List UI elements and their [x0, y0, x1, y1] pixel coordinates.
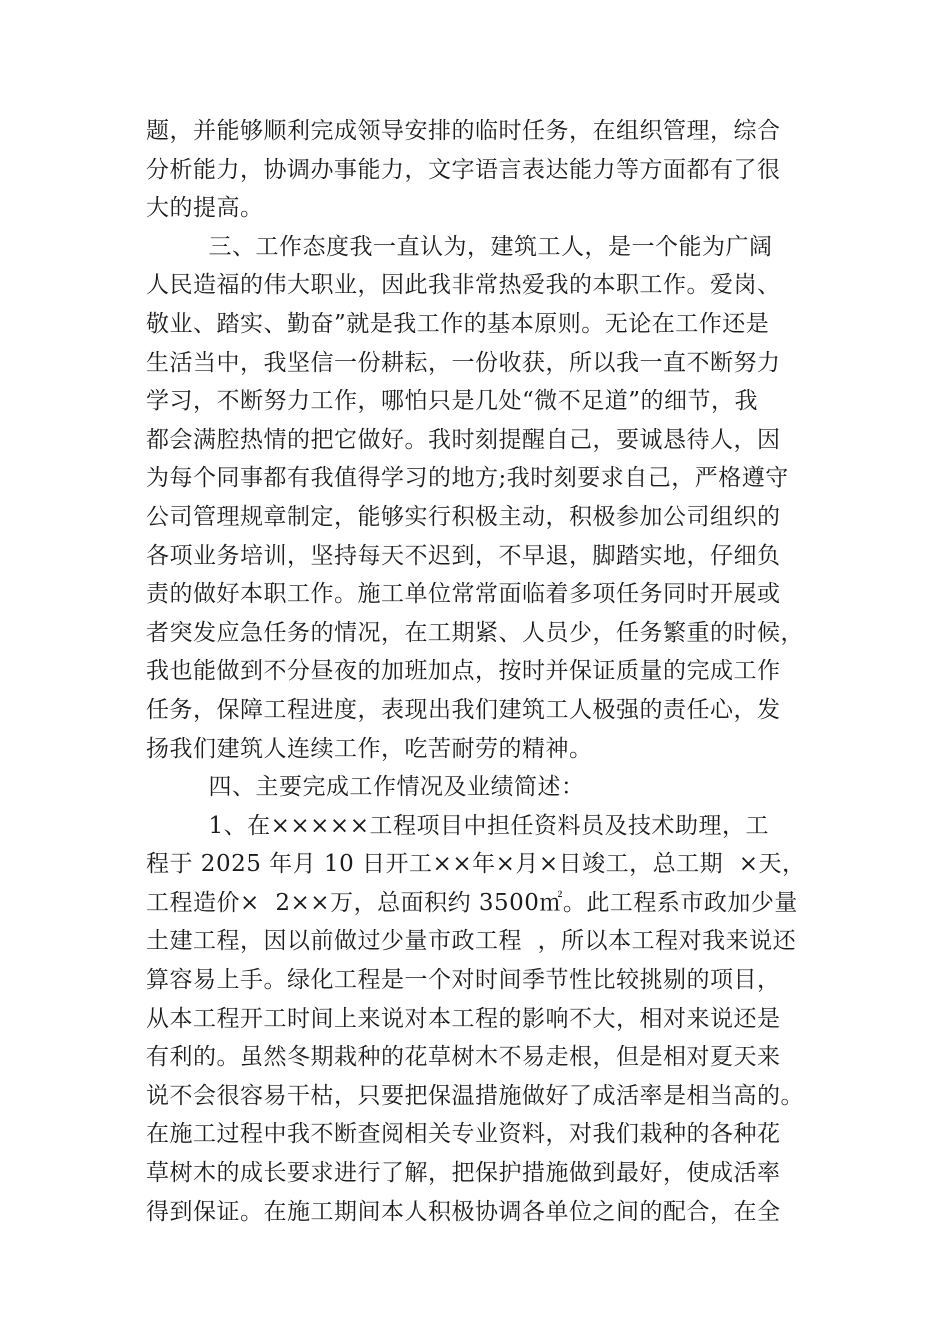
text-line: 者突发应急任务的情况，在工期紧、人员少，任务繁重的时候， — [146, 619, 804, 646]
text-line: 我也能做到不分昼夜的加班加点，按时并保证质量的完成工作 — [146, 658, 781, 685]
text-line: 为每个同事都有我值得学习的地方;我时刻要求自己，严格遵守 — [146, 465, 789, 492]
text-line: 草树木的成长要求进行了解，把保护措施做到最好，使成活率 — [146, 1160, 781, 1187]
text-line: 程于 2025 年月 10 日开工××年×月×日竣工，总工期 ×天， — [146, 851, 806, 878]
text-line: 有利的。虽然冬期栽种的花草树木不易走根，但是相对夏天来 — [146, 1044, 781, 1071]
section-heading-line: 三、工作态度我一直认为，建筑工人，是一个能为广阔 — [146, 233, 773, 260]
text-line: 从本工程开工时间上来说对本工程的影响不大，相对来说还是 — [146, 1005, 781, 1032]
text-line: 得到保证。在施工期间本人积极协调各单位之间的配合，在全 — [146, 1198, 781, 1225]
text-line: 题，并能够顺利完成领导安排的临时任务，在组织管理，综合 — [146, 118, 781, 144]
text-line: 说不会很容易干枯，只要把保温措施做好了成活率是相当高的。 — [146, 1082, 804, 1109]
text-line: 都会满腔热情的把它做好。我时刻提醒自己，要诚恳待人，因 — [146, 426, 781, 453]
text-line: 土建工程，因以前做过少量市政工程 ，所以本工程对我来说还 — [146, 928, 797, 955]
text-line: 大的提高。 — [146, 195, 264, 222]
text-line: 各项业务培训，坚持每天不迟到，不早退，脚踏实地，仔细负 — [146, 542, 781, 569]
text-line: 学习，不断努力工作，哪怕只是几处“微不足道”的细节，我 — [146, 388, 759, 415]
text-line: 扬我们建筑人连续工作，吃苦耐劳的精神。 — [146, 735, 593, 762]
text-line: 分析能力，协调办事能力，文字语言表达能力等方面都有了很 — [146, 156, 781, 183]
text-line: 敬业、踏实、勤奋”就是我工作的基本原则。无论在工作还是 — [146, 310, 770, 337]
body-text — [146, 112, 810, 1231]
text-line: 生活当中，我坚信一份耕耘，一份收获，所以我一直不断努力 — [146, 349, 781, 376]
text-line: 算容易上手。绿化工程是一个对时间季节性比较挑剔的项目， — [146, 967, 781, 994]
text-line: 公司管理规章制定，能够实行积极主动，积极参加公司组织的 — [146, 503, 781, 530]
text-line: 在施工过程中我不断查阅相关专业资料，对我们栽种的各种花 — [146, 1121, 781, 1148]
section-heading-line: 四、主要完成工作情况及业绩简述： — [146, 774, 585, 801]
text-line: 责的做好本职工作。施工单位常常面临着多项任务同时开展或 — [146, 581, 781, 608]
text-line: 人民造福的伟大职业，因此我非常热爱我的本职工作。爱岗、 — [146, 272, 781, 299]
text-line: 工程造价× 2××万，总面积约 3500㎡。此工程系市政加少量 — [146, 889, 798, 916]
text-line: 1、在×××××工程项目中担任资料员及技术助理，工 — [146, 812, 769, 839]
text-line: 任务，保障工程进度，表现出我们建筑工人极强的责任心，发 — [146, 696, 781, 723]
